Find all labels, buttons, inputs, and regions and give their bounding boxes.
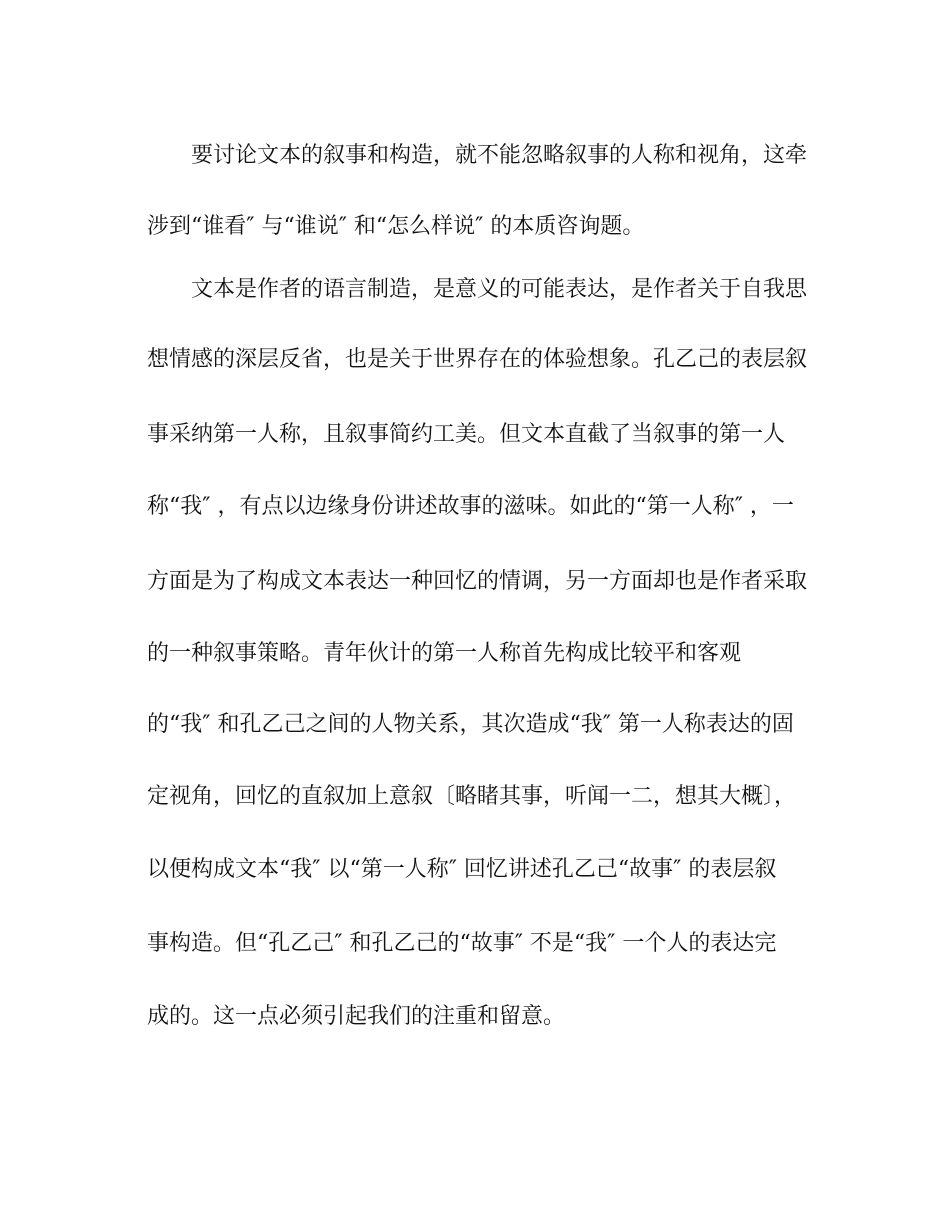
text-line: 以便构成文本“我″ 以“第一人称″ 回忆讲述孔乙己“故事″ 的表层叙	[147, 857, 777, 882]
text-line: 文本是作者的语言制造，是意义的可能表达，是作者关于自我思	[191, 277, 808, 302]
text-line: 成的。这一点必须引起我们的注重和留意。	[147, 1004, 566, 1029]
text-line: 方面是为了构成文本表达一种回忆的情调，另一方面却也是作者采取	[147, 569, 808, 594]
text-line: 定视角，回忆的直叙加上意叙〔略睹其事，听闻一二，想其大概〕，	[147, 784, 797, 809]
text-line: 涉到“谁看″ 与“谁说″ 和“怎么样说″ 的本质咨询题。	[147, 214, 645, 239]
text-line: 的“我″ 和孔乙己之间的人物关系，其次造成“我″ 第一人称表达的固	[147, 712, 794, 737]
text-line: 称“我″ ，有点以边缘身份讲述故事的滋味。如此的“第一人称″ ，一	[147, 494, 794, 519]
text-line: 事构造。但“孔乙己″ 和孔乙己的“故事″ 不是“我″ 一个人的表达完	[147, 931, 777, 956]
text-line: 要讨论文本的叙事和构造，就不能忽略叙事的人称和视角，这牵	[191, 143, 808, 168]
text-line: 事采纳第一人称，且叙事简约工美。但文本直截了当叙事的第一人	[147, 422, 786, 447]
text-line: 想情感的深层反省，也是关于世界存在的体验想象。孔乙己的表层叙	[147, 347, 808, 372]
text-line: 的一种叙事策略。青年伙计的第一人称首先构成比较平和客观	[147, 641, 742, 666]
